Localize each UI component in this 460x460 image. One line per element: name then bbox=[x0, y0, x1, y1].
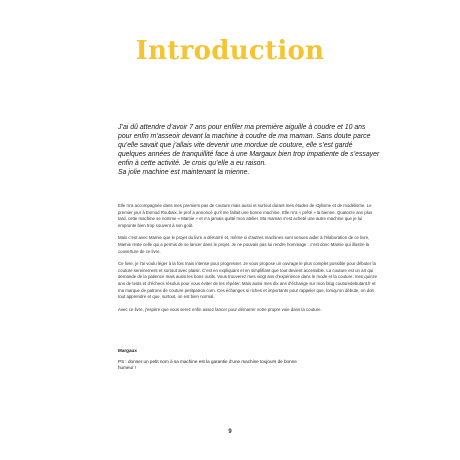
body-paragraph: Avec ce livre, j’espère que vous serez enfin assez lancer pour démarrer votre propre voie dans la couture. bbox=[118, 306, 322, 312]
lead-text: J’ai dû attendre d’avoir 7 ans pour enfiler ma première aiguille à coudre et 10 ans pour enfin m’asseoir devant la machine à coudre de ma maman. Sans doute parce qu’elle savait que j’allais vite devenir une mordue de couture, elle s’est gardé quelques années de tranquillité face à une Margaux bien trop impatiente de s’essayer enfin à cette activité. Je crois qu’elle a eu raison. bbox=[118, 124, 380, 168]
body-paragraph: Ce livre, je l’ai voulu léger à la fois mais intense pour progresser. Je vous propose un ouvrage le plus complet possible pour débuter la couture sereinement et surtout avec plaisir. C’est en expliquant et en simplifiant que tout devient accessible. La couture est un art qui demande de la patience mais aussi les bons outils. Vous trouverez mes vingt ans d’expérience dans le mode et la couture, mes quinze ans de tests et d’échecs résolus pour vous éviter de les répéter. Mais aussi mes dix ans d’échange sur mon blog couturedebutant.fr et ma marque de patrons de couture petitpatron.com. Ces échanges si riches et importants pour rappeler que, lorsqu’on débute, on doit tout apprendre et que, surtout, on est bien normal. bbox=[118, 261, 378, 300]
signature-name: Margaux bbox=[118, 348, 137, 353]
body-text bbox=[118, 203, 380, 319]
signature-block bbox=[118, 348, 380, 372]
body-paragraph: Mais c’est avec Mamie que le projet du livre a démarré et, même si d’autres machines sont venues aider à l’élaboration de ce livre, Mamie reste celle qui a permis de se lancer dans le projet. Je ne pouvais pas lui rendre hommage : c’est donc Mamie qui illustre la couverture de ce livre. bbox=[118, 235, 370, 254]
page-title: Introduction bbox=[135, 36, 325, 66]
page-number: 9 bbox=[228, 429, 232, 435]
body-paragraph: Elle m’a accompagnée dans mes premiers pas de couture mais aussi et surtout durant mes études de stylisme et de modélisme. Le premier jour à Esmod Roubaix, le prof a annoncé qu’il me fallait une bonne machine. Elle m’a « prêté » la bienne. Quatorze ans plus tard, cette machine se nomme « Mamie » et n’a jamais quitté mon atelier. Ma maman s’est acheté une autre machine que je lui emprunte bien trop souvent à son goût. bbox=[118, 203, 373, 228]
lead-text-end: Sa jolie machine est maintenant la mienne. bbox=[118, 169, 250, 177]
postscript: PS : donner un petit nom à sa machine est la garantie d’une machine toujours de bonne humeur ! bbox=[118, 358, 297, 371]
lead-paragraph bbox=[118, 123, 380, 178]
